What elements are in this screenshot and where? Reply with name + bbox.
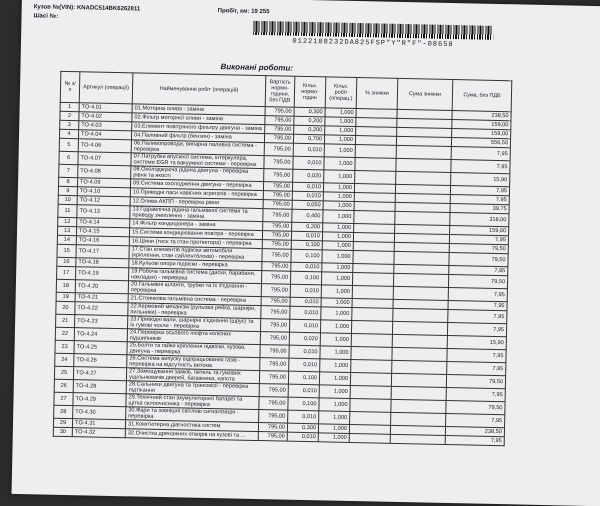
- row-name: 21.Стоянкова гальмівна система - перевірка: [128, 294, 261, 306]
- row-sum: 7,95: [449, 235, 508, 245]
- document-page: [12, 0, 600, 506]
- row-qty: 1,000: [320, 359, 351, 373]
- row-price: 795,00: [262, 231, 291, 241]
- row-hours: 0,100: [288, 371, 319, 385]
- row-sum: 7,95: [446, 413, 505, 427]
- row-article: TO-4.25: [74, 341, 127, 355]
- row-discount-sum: [396, 158, 451, 172]
- row-sum: 79,50: [446, 374, 505, 388]
- row-number: 21: [56, 314, 75, 327]
- table-title: Виконані роботи:: [220, 62, 294, 73]
- row-number: 4: [59, 129, 78, 138]
- row-sum: 7,95: [447, 361, 506, 375]
- row-price: 795,00: [262, 262, 291, 272]
- row-price: 795,00: [265, 107, 294, 117]
- row-name: 29.Технічний стан акумуляторної батареї та щітка склоочисника - перевірка: [126, 394, 259, 410]
- row-price: 795,00: [260, 345, 289, 359]
- col-header: % знижки: [356, 78, 398, 110]
- row-number: 3: [60, 120, 79, 129]
- row-article: TO-4.22: [75, 302, 128, 316]
- row-sum: 159,00: [452, 120, 511, 130]
- col-header: Вартість нормо-години, без ПДВ: [265, 76, 295, 108]
- row-discount-pct: [351, 346, 392, 360]
- row-hours: 0,010: [293, 143, 324, 157]
- row-number: 12: [58, 217, 77, 226]
- row-qty: 1,000: [323, 201, 354, 211]
- row-number: 5: [59, 138, 78, 151]
- row-discount-sum: [391, 386, 446, 400]
- row-sum: 7,95: [448, 287, 507, 301]
- row-hours: 0,100: [290, 271, 321, 285]
- row-name: 24.Перевірка осьового люфта колісних підшипників: [127, 329, 260, 345]
- row-hours: 0,100: [288, 397, 319, 411]
- row-qty: 1,000: [318, 424, 349, 434]
- row-name: 22.Кермовий механізм (рульова рейка, шарніри, пильники) - перевірка: [128, 303, 261, 319]
- row-discount-sum: [392, 347, 447, 361]
- col-header: Найменування робіт (операцій): [132, 73, 266, 107]
- row-number: 23: [55, 340, 74, 353]
- row-sum: 7,95: [450, 186, 509, 196]
- row-name: 07.Патрубки впускної системи, інтеркулера, системи EGR та вакуумної системи - перевірка: [131, 153, 264, 169]
- row-number: 1: [60, 102, 79, 111]
- row-name: 17.Стан елементів підвіски автомобіля (кріплення, стан сайлентблоків) - перевірка: [129, 246, 262, 262]
- row-hours: 0,300: [287, 423, 318, 433]
- row-article: TO-4.12: [77, 196, 130, 206]
- row-name: 28.Сальники двигуна та трансмісії - перевірка підтікання: [126, 381, 259, 397]
- col-header: Сума, без ПДВ: [452, 80, 512, 112]
- vin-label: Кузов №(VIN): KNADC514BK6262811: [33, 4, 141, 13]
- row-article: TO-4.09: [77, 178, 130, 188]
- col-header: Сума знижки: [397, 78, 453, 110]
- row-sum: 7,95: [447, 348, 506, 362]
- row-sum: 159,00: [450, 226, 509, 236]
- row-number: 30: [53, 427, 72, 436]
- row-article: TO-4.23: [75, 315, 128, 329]
- row-price: 795,00: [262, 249, 291, 263]
- row-price: 795,00: [259, 371, 288, 385]
- row-qty: 1,000: [321, 298, 352, 308]
- row-price: 795,00: [260, 319, 289, 333]
- row-article: TO-4.02: [79, 112, 132, 122]
- row-article: TO-4.08: [78, 165, 131, 179]
- row-price: 795,00: [264, 156, 293, 170]
- row-article: TO-4.16: [76, 236, 129, 246]
- row-number: 27: [54, 392, 73, 405]
- row-hours: 0,700: [293, 134, 324, 144]
- row-name: 19.Робоча гальмівна система (диски, барабани, накладки) - перевірка: [129, 268, 262, 284]
- row-qty: 1,000: [319, 385, 350, 399]
- row-price: 795,00: [259, 397, 288, 411]
- row-hours: 0,010: [290, 284, 321, 298]
- row-number: 14: [57, 235, 76, 244]
- row-article: TO-4.31: [72, 419, 125, 429]
- row-price: 795,00: [265, 116, 294, 126]
- row-discount-pct: [355, 158, 396, 172]
- row-hours: 0,010: [288, 410, 319, 424]
- row-discount-sum: [396, 171, 451, 185]
- row-name: 15.Система кондиціювання повітря - перевірка: [129, 228, 262, 240]
- row-number: 29: [53, 418, 72, 427]
- row-discount-pct: [352, 285, 393, 299]
- row-number: 6: [59, 151, 78, 164]
- row-discount-sum: [393, 286, 448, 300]
- row-price: 795,00: [259, 410, 288, 424]
- row-article: TO-4.20: [75, 280, 128, 294]
- row-sum: 238,50: [452, 111, 511, 121]
- col-header: № з/п: [60, 71, 80, 102]
- row-price: 795,00: [261, 284, 290, 298]
- row-hours: 0,200: [294, 116, 325, 126]
- row-hours: 0,300: [294, 107, 325, 117]
- row-sum: 7,95: [451, 160, 510, 174]
- row-sum: 39,75: [450, 204, 509, 214]
- row-hours: 0,100: [291, 240, 322, 250]
- row-hours: 0,020: [293, 169, 324, 183]
- row-discount-pct: [354, 211, 395, 225]
- row-price: 795,00: [263, 191, 292, 201]
- row-article: TO-4.14: [77, 218, 130, 228]
- row-article: TO-4.10: [77, 187, 130, 197]
- row-price: 795,00: [261, 306, 290, 320]
- row-qty: 1,000: [325, 108, 356, 118]
- row-article: TO-4.13: [77, 205, 130, 219]
- row-discount-pct: [355, 145, 396, 159]
- row-sum: 159,00: [452, 129, 511, 139]
- row-qty: 1,000: [324, 135, 355, 145]
- row-price: 795,00: [263, 200, 292, 210]
- row-article: TO-4.03: [79, 121, 132, 131]
- row-hours: 0,010: [291, 231, 322, 241]
- row-hours: 0,200: [294, 125, 325, 135]
- row-sum: 79,50: [449, 253, 508, 267]
- row-name: 23.Приводні вали, шарнірні з'єднання (шрус) та їх гумові чохли - перевірка: [128, 316, 261, 332]
- row-discount-pct: [352, 272, 393, 286]
- row-name: 20.Гальмівні шланги, трубки та їх з'єднання - перевірка: [128, 281, 261, 297]
- row-name: 08.Охолоджуюча рідина двигуна - перевірка рівня та якості: [131, 166, 264, 182]
- works-table: [53, 71, 513, 446]
- row-qty: 1,000: [324, 144, 355, 158]
- row-price: 795,00: [263, 209, 292, 223]
- row-name: 04.Паливний фільтр (бензин) - заміна: [131, 131, 264, 143]
- row-discount-pct: [350, 411, 391, 425]
- row-number: 26: [54, 379, 73, 392]
- row-name: 26.Система випуску відпрацьованих газів - перевірка на відсутність витоків: [127, 355, 260, 371]
- row-discount-sum: [395, 211, 450, 225]
- row-price: 795,00: [260, 332, 289, 346]
- row-number: 11: [58, 204, 77, 217]
- row-number: 28: [54, 405, 73, 418]
- row-sum: 7,95: [448, 300, 507, 310]
- row-number: 10: [58, 195, 77, 204]
- row-hours: 0,050: [292, 200, 323, 210]
- row-number: 15: [57, 244, 76, 257]
- row-article: TO-4.06: [78, 139, 131, 153]
- row-qty: 1,000: [324, 170, 355, 184]
- mileage-label: Пробіг, км: 19 255: [217, 8, 270, 16]
- chassis-label: Шасі №:: [33, 13, 59, 20]
- row-qty: 1,000: [322, 232, 353, 242]
- row-discount-pct: [355, 171, 396, 185]
- row-hours: 0,010: [291, 262, 322, 272]
- row-discount-pct: [351, 320, 392, 334]
- row-name: 12.Олива АКПП - перевірка рівня: [130, 197, 263, 209]
- row-article: TO-4.19: [76, 267, 129, 281]
- row-qty: 1,000: [320, 320, 351, 334]
- row-article: TO-4.24: [74, 328, 127, 342]
- row-discount-pct: [352, 307, 393, 321]
- row-discount-pct: [350, 385, 391, 399]
- row-sum: 7,95: [445, 435, 504, 445]
- row-discount-sum: [391, 399, 446, 413]
- row-name: 32.Очистка дренажних отворів на кузові та ...: [125, 429, 258, 441]
- row-qty: 1,000: [319, 372, 350, 386]
- row-discount-pct: [351, 359, 392, 373]
- row-name: 25.Болти та гайки кріплення підвіски, кузова, двигуна - перевірка: [127, 342, 260, 358]
- row-article: TO-4.28: [73, 380, 126, 394]
- row-sum: 238,50: [445, 426, 504, 436]
- row-name: 18.Кульові опори підвіски - перевірка: [129, 259, 262, 271]
- row-article: TO-4.29: [73, 393, 126, 407]
- row-name: 01.Моторна олива - заміна: [132, 104, 265, 116]
- row-name: 02.Фільтр моторної оливи - заміна: [132, 113, 265, 125]
- row-discount-sum: [392, 334, 447, 348]
- row-name: 13.Гідравлічна рідина гальмівної системи та приводу зчеплення - заміна: [130, 206, 263, 222]
- row-article: TO-4.27: [73, 367, 126, 381]
- row-price: 795,00: [264, 134, 293, 144]
- row-hours: 0,010: [288, 384, 319, 398]
- row-article: TO-4.26: [74, 354, 127, 368]
- col-header: Артикул (операції): [79, 72, 133, 104]
- row-qty: 1,000: [323, 192, 354, 202]
- row-qty: 1,000: [321, 285, 352, 299]
- row-article: TO-4.01: [79, 103, 132, 113]
- row-discount-pct: [351, 333, 392, 347]
- row-discount-sum: [396, 145, 451, 159]
- col-header: Кільк. нормо-годин: [294, 76, 326, 108]
- row-name: 06.Паливопроводи, випарна паливна система - перевірка: [131, 140, 264, 156]
- row-article: TO-4.21: [75, 293, 128, 303]
- row-number: 9: [58, 186, 77, 195]
- row-price: 795,00: [261, 271, 290, 285]
- barcode-text: 0122108232DA825FSP"Y"R"F"-08658: [292, 37, 454, 50]
- row-number: 25: [54, 366, 73, 379]
- row-number: 19: [56, 292, 75, 301]
- row-qty: 1,000: [325, 126, 356, 136]
- row-hours: 0,010: [292, 182, 323, 192]
- row-number: 17: [57, 266, 76, 279]
- col-header: Кільк. робіт (операц.): [325, 77, 357, 109]
- row-sum: 7,95: [448, 309, 507, 323]
- row-number: 20: [56, 301, 75, 314]
- row-hours: 0,010: [290, 306, 321, 320]
- row-price: 795,00: [262, 240, 291, 250]
- row-price: 795,00: [260, 358, 289, 372]
- row-name: 09.Система охолодження двигуна - перевірка: [130, 179, 263, 191]
- row-article: TO-4.07: [78, 152, 131, 166]
- row-discount-pct: [349, 433, 390, 443]
- row-hours: 0,010: [289, 358, 320, 372]
- row-name: 31.Комп'ютерна діагностика систем: [125, 420, 258, 432]
- row-discount-sum: [394, 251, 449, 265]
- row-article: TO-4.30: [73, 406, 126, 420]
- row-hours: 0,010: [287, 432, 318, 442]
- row-number: 13: [57, 226, 76, 235]
- row-discount-pct: [353, 250, 394, 264]
- row-name: 03.Елемент повітряного фільтру двигуна - заміна: [132, 122, 265, 134]
- row-price: 795,00: [258, 432, 287, 442]
- row-discount-sum: [391, 373, 446, 387]
- row-hours: 0,400: [292, 209, 323, 223]
- row-qty: 1,000: [324, 157, 355, 171]
- row-price: 795,00: [259, 384, 288, 398]
- row-number: 8: [58, 177, 77, 186]
- row-discount-pct: [350, 398, 391, 412]
- row-article: TO-4.17: [76, 245, 129, 259]
- row-discount-sum: [392, 321, 447, 335]
- row-price: 795,00: [264, 169, 293, 183]
- row-hours: 0,100: [291, 249, 322, 263]
- row-article: TO-4.18: [76, 258, 129, 268]
- row-discount-sum: [393, 308, 448, 322]
- row-qty: 1,000: [321, 272, 352, 286]
- row-qty: 1,000: [318, 433, 349, 443]
- row-discount-sum: [392, 360, 447, 374]
- row-number: 16: [57, 257, 76, 266]
- row-price: 795,00: [258, 423, 287, 433]
- row-qty: 1,000: [320, 346, 351, 360]
- row-sum: 15,90: [447, 335, 506, 349]
- row-hours: 0,010: [289, 345, 320, 359]
- row-qty: 1,000: [322, 263, 353, 273]
- row-qty: 1,000: [323, 210, 354, 224]
- row-hours: 0,010: [292, 191, 323, 201]
- row-qty: 1,000: [325, 117, 356, 127]
- row-qty: 1,000: [323, 223, 354, 233]
- row-number: 18: [56, 279, 75, 292]
- row-sum: 7,95: [450, 195, 509, 205]
- row-article: TO-4.04: [78, 130, 131, 140]
- row-sum: 79,50: [448, 274, 507, 288]
- row-hours: 0,010: [293, 156, 324, 170]
- row-qty: 1,000: [321, 307, 352, 321]
- row-discount-sum: [390, 434, 445, 444]
- row-price: 795,00: [261, 297, 290, 307]
- row-hours: 0,010: [289, 319, 320, 333]
- row-sum: 7,95: [446, 387, 505, 401]
- row-sum: 79,50: [446, 400, 505, 414]
- row-name: 27.Замощування замків, петель та гумових ущільнювачів дверей, багажника, капота: [126, 368, 259, 384]
- row-discount-sum: [391, 412, 446, 426]
- row-sum: 15,90: [451, 173, 510, 187]
- row-name: 16.Шини (тиск та стан протектора) - перевірка: [129, 237, 262, 249]
- row-number: 2: [60, 111, 79, 120]
- row-price: 795,00: [264, 143, 293, 157]
- row-discount-pct: [350, 372, 391, 386]
- row-qty: 1,000: [322, 241, 353, 251]
- row-sum: 7,95: [447, 322, 506, 336]
- row-sum: 7,95: [451, 147, 510, 161]
- row-hours: 0,010: [290, 297, 321, 307]
- row-sum: 318,00: [450, 213, 509, 227]
- row-name: 10.Приводні паси навісних агрегатів - перевірка: [130, 188, 263, 200]
- row-qty: 1,000: [319, 398, 350, 412]
- row-qty: 1,000: [319, 411, 350, 425]
- row-qty: 1,000: [323, 183, 354, 193]
- row-price: 795,00: [265, 125, 294, 135]
- row-number: 7: [59, 164, 78, 177]
- row-number: 24: [55, 353, 74, 366]
- row-number: 22: [55, 327, 74, 340]
- row-sum: 79,50: [449, 244, 508, 254]
- row-hours: 0,200: [292, 222, 323, 232]
- row-sum: 7,95: [449, 266, 508, 276]
- row-name: 14.Фільтр кондиціонера - заміна: [130, 219, 263, 231]
- row-price: 795,00: [263, 182, 292, 192]
- row-name: 30.Фари та зовнішні світлові сигналізація - перевірка: [126, 407, 259, 423]
- row-article: TO-4.32: [72, 428, 125, 438]
- row-sum: 556,50: [451, 138, 510, 148]
- row-hours: 0,020: [289, 332, 320, 346]
- row-price: 795,00: [263, 222, 292, 232]
- row-discount-sum: [393, 273, 448, 287]
- row-qty: 1,000: [320, 333, 351, 347]
- row-article: TO-4.15: [76, 227, 129, 237]
- row-qty: 1,000: [322, 250, 353, 264]
